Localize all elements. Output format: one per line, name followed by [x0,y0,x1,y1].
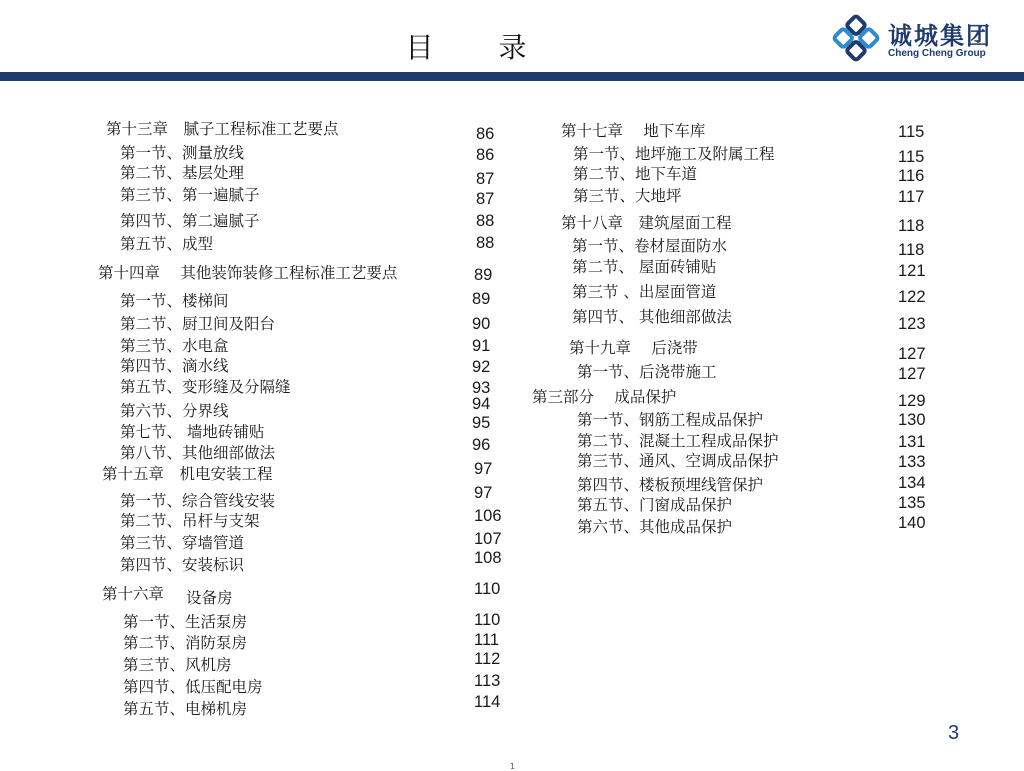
toc-page: 111 [474,631,500,649]
toc-page: 113 [474,672,501,690]
toc-section[interactable]: 第一节、测量放线 [120,144,245,162]
toc-section[interactable]: 第一节、后浇带施工 [577,363,717,381]
toc-page: 117 [898,188,925,206]
toc-section[interactable]: 第三节 、出屋面管道 [572,283,717,301]
toc-section[interactable]: 第四节、安装标识 [120,556,245,574]
toc-page: 140 [898,514,926,532]
toc-page-13: 86 [476,125,495,143]
toc-page: 121 [898,262,926,280]
toc-page: 115 [898,148,925,166]
toc-page: 93 [472,379,491,397]
toc-chapter-16[interactable]: 第十六章 [102,585,165,603]
toc-section[interactable]: 第三节、风机房 [123,656,232,674]
toc-page-19: 127 [898,345,926,363]
toc-page: 87 [476,170,495,188]
toc-chapter-16-title[interactable]: 设备房 [186,589,233,607]
toc-page-17: 115 [898,123,925,141]
toc-page-18: 118 [898,217,925,235]
page-title: 目 录 [405,31,555,64]
toc-section[interactable]: 第一节、地坪施工及附属工程 [573,145,775,163]
diamond-logo-icon [826,8,886,68]
toc-section[interactable]: 第四节、滴水线 [120,357,229,375]
toc-section[interactable]: 第二节、地下车道 [573,165,698,183]
toc-page: 106 [474,507,502,525]
toc-page: 116 [898,167,925,185]
toc-page: 92 [472,358,491,376]
toc-section[interactable]: 第六节、其他成品保护 [577,518,733,536]
toc-section[interactable]: 第一节、综合管线安装 [120,492,276,510]
company-logo [826,8,1016,68]
toc-section[interactable]: 第四节、 其他细部做法 [572,308,732,326]
toc-part-3[interactable]: 第三部分 成品保护 [532,388,677,406]
footer-mark: 1 [510,762,516,771]
toc-page: 108 [474,549,502,567]
toc-page: 110 [474,611,501,629]
toc-section[interactable]: 第四节、低压配电房 [123,678,263,696]
toc-page: 89 [472,290,491,308]
toc-page: 90 [472,315,491,333]
toc-page: 135 [898,494,926,512]
toc-section[interactable]: 第一节、卷材屋面防水 [572,237,728,255]
toc-page: 97 [474,484,493,502]
toc-page: 122 [898,288,926,306]
toc-section[interactable]: 第二节、消防泵房 [123,634,248,652]
toc-page: 114 [474,693,501,711]
toc-page: 95 [472,414,491,432]
toc-section[interactable]: 第四节、第二遍腻子 [120,212,260,230]
toc-page: 133 [898,453,926,471]
toc-page: 118 [898,241,925,259]
toc-section[interactable]: 第七节、 墙地砖铺贴 [120,423,265,441]
toc-section[interactable]: 第一节、钢筋工程成品保护 [577,411,764,429]
toc-section[interactable]: 第三节、通风、空调成品保护 [577,452,779,470]
toc-section[interactable]: 第三节、穿墙管道 [120,534,245,552]
toc-chapter-19[interactable]: 第十九章 后浇带 [569,339,698,357]
toc-chapter-17[interactable]: 第十七章 地下车库 [561,122,706,140]
toc-page: 112 [474,650,501,668]
toc-section[interactable]: 第一节、生活泵房 [123,613,248,631]
toc-chapter-14[interactable]: 第十四章 其他装饰装修工程标准工艺要点 [98,264,398,282]
toc-section[interactable]: 第五节、变形缝及分隔缝 [120,378,291,396]
toc-section[interactable]: 第二节、吊杆与支架 [120,512,260,530]
toc-section[interactable]: 第一节、楼梯间 [120,292,229,310]
toc-section[interactable]: 第三节、大地坪 [573,187,682,205]
toc-section[interactable]: 第二节、混凝土工程成品保护 [577,432,779,450]
toc-section[interactable]: 第三节、第一遍腻子 [120,186,260,204]
slide-page-number: 3 [948,722,960,744]
toc-section[interactable]: 第三节、水电盒 [120,337,229,355]
toc-chapter-18[interactable]: 第十八章 建筑屋面工程 [561,214,732,232]
toc-page: 107 [474,530,502,548]
toc-page: 86 [476,146,495,164]
toc-section[interactable]: 第五节、成型 [120,235,214,253]
toc-page-16: 110 [474,580,501,598]
toc-section[interactable]: 第八节、其他细部做法 [120,444,276,462]
logo-subtitle: Cheng Cheng Group [888,48,986,59]
toc-section[interactable]: 第五节、门窗成品保护 [577,496,733,514]
toc-chapter-15[interactable]: 第十五章 机电安装工程 [102,465,273,483]
toc-page: 127 [898,365,926,383]
toc-page: 131 [898,433,926,451]
toc-page: 91 [472,337,491,355]
toc-page: 88 [476,212,495,230]
toc-page: 87 [476,190,495,208]
toc-section[interactable]: 第二节、厨卫间及阳台 [120,315,276,333]
toc-section[interactable]: 第四节、楼板预埋线管保护 [577,476,764,494]
toc-section[interactable]: 第六节、分界线 [120,402,229,420]
toc-page-15: 97 [474,460,493,478]
toc-page-14: 89 [474,266,493,284]
toc-page: 130 [898,411,926,429]
header-divider [0,72,1024,81]
toc-section[interactable]: 第二节、 屋面砖铺贴 [572,258,717,276]
toc-chapter-13[interactable]: 第十三章 腻子工程标准工艺要点 [106,120,339,138]
toc-page: 96 [472,436,491,454]
toc-section[interactable]: 第二节、基层处理 [120,164,245,182]
toc-section[interactable]: 第五节、电梯机房 [123,700,248,718]
toc-page: 88 [476,234,495,252]
toc-page: 134 [898,474,926,492]
toc-page: 123 [898,315,926,333]
logo-text: 诚城集团 [888,22,992,50]
toc-page: 94 [472,395,491,413]
toc-page-part-3: 129 [898,392,926,410]
